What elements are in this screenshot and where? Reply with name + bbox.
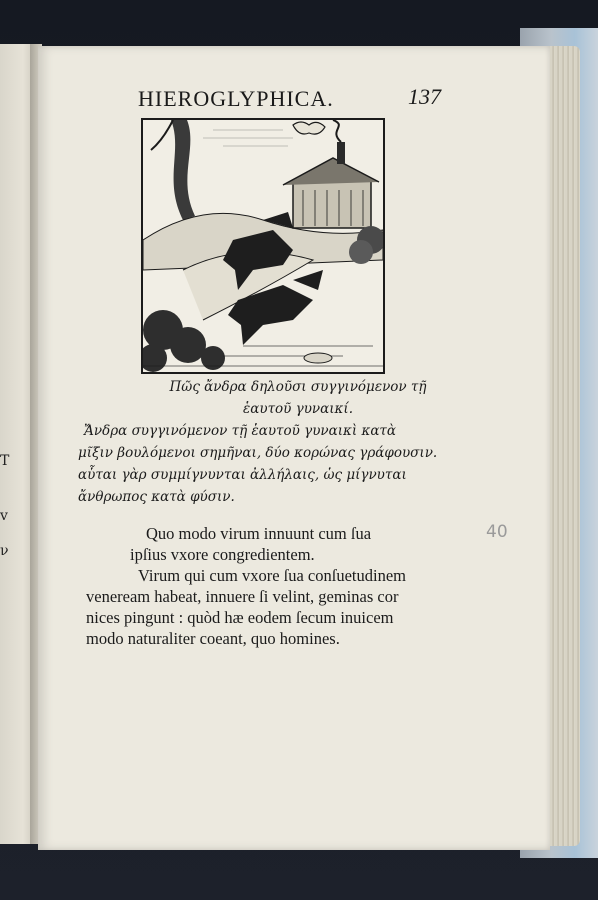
woodcut-crows-icon [143, 120, 383, 372]
greek-body-line: μῖξιν βουλόμενοι σημῆναι, δύο κορώνας γράφουσιν. [78, 445, 438, 461]
left-fragment: v [0, 508, 8, 524]
latin-body-line: Virum qui cum vxore ſua conſuetudinem [138, 566, 406, 585]
left-fragment: T [0, 453, 10, 469]
pencil-margin-note: 40 [486, 522, 508, 542]
greek-text [78, 376, 518, 508]
page-number: 137 [408, 84, 441, 109]
latin-body-line: modo naturaliter coeant, quo homines. [86, 629, 340, 648]
latin-text [86, 523, 516, 649]
left-fragment: ν [0, 543, 9, 559]
greek-title-line: ἑαυτοῦ γυναικί. [243, 401, 353, 417]
book-page [38, 46, 550, 850]
latin-body-line: veneream habeat, innuere ſi velint, geminas cor [86, 587, 399, 606]
latin-title-line: ipſius vxore congredientem. [130, 545, 315, 564]
greek-title-line: Πῶς ἄνδρα δηλοῦσι συγγινόμενον τῇ [169, 379, 427, 395]
greek-body-line: αὗται γὰρ συμμίγνυνται ἀλλήλαις, ὡς μίγνυται [78, 467, 407, 483]
woodcut-illustration [141, 118, 385, 374]
running-head: HIEROGLYPHICA. [138, 86, 334, 111]
greek-body-line: ἄνθρωπος κατὰ φύσιν. [78, 489, 235, 505]
greek-body-line: Ἄνδρα συγγινόμενον τῇ ἑαυτοῦ γυναικὶ κατὰ [84, 423, 397, 439]
latin-title-line: Quo modo virum innuunt cum ſua [146, 524, 372, 543]
latin-body-line: nices pingunt : quòd hæ eodem ſecum inuicem [86, 608, 394, 627]
